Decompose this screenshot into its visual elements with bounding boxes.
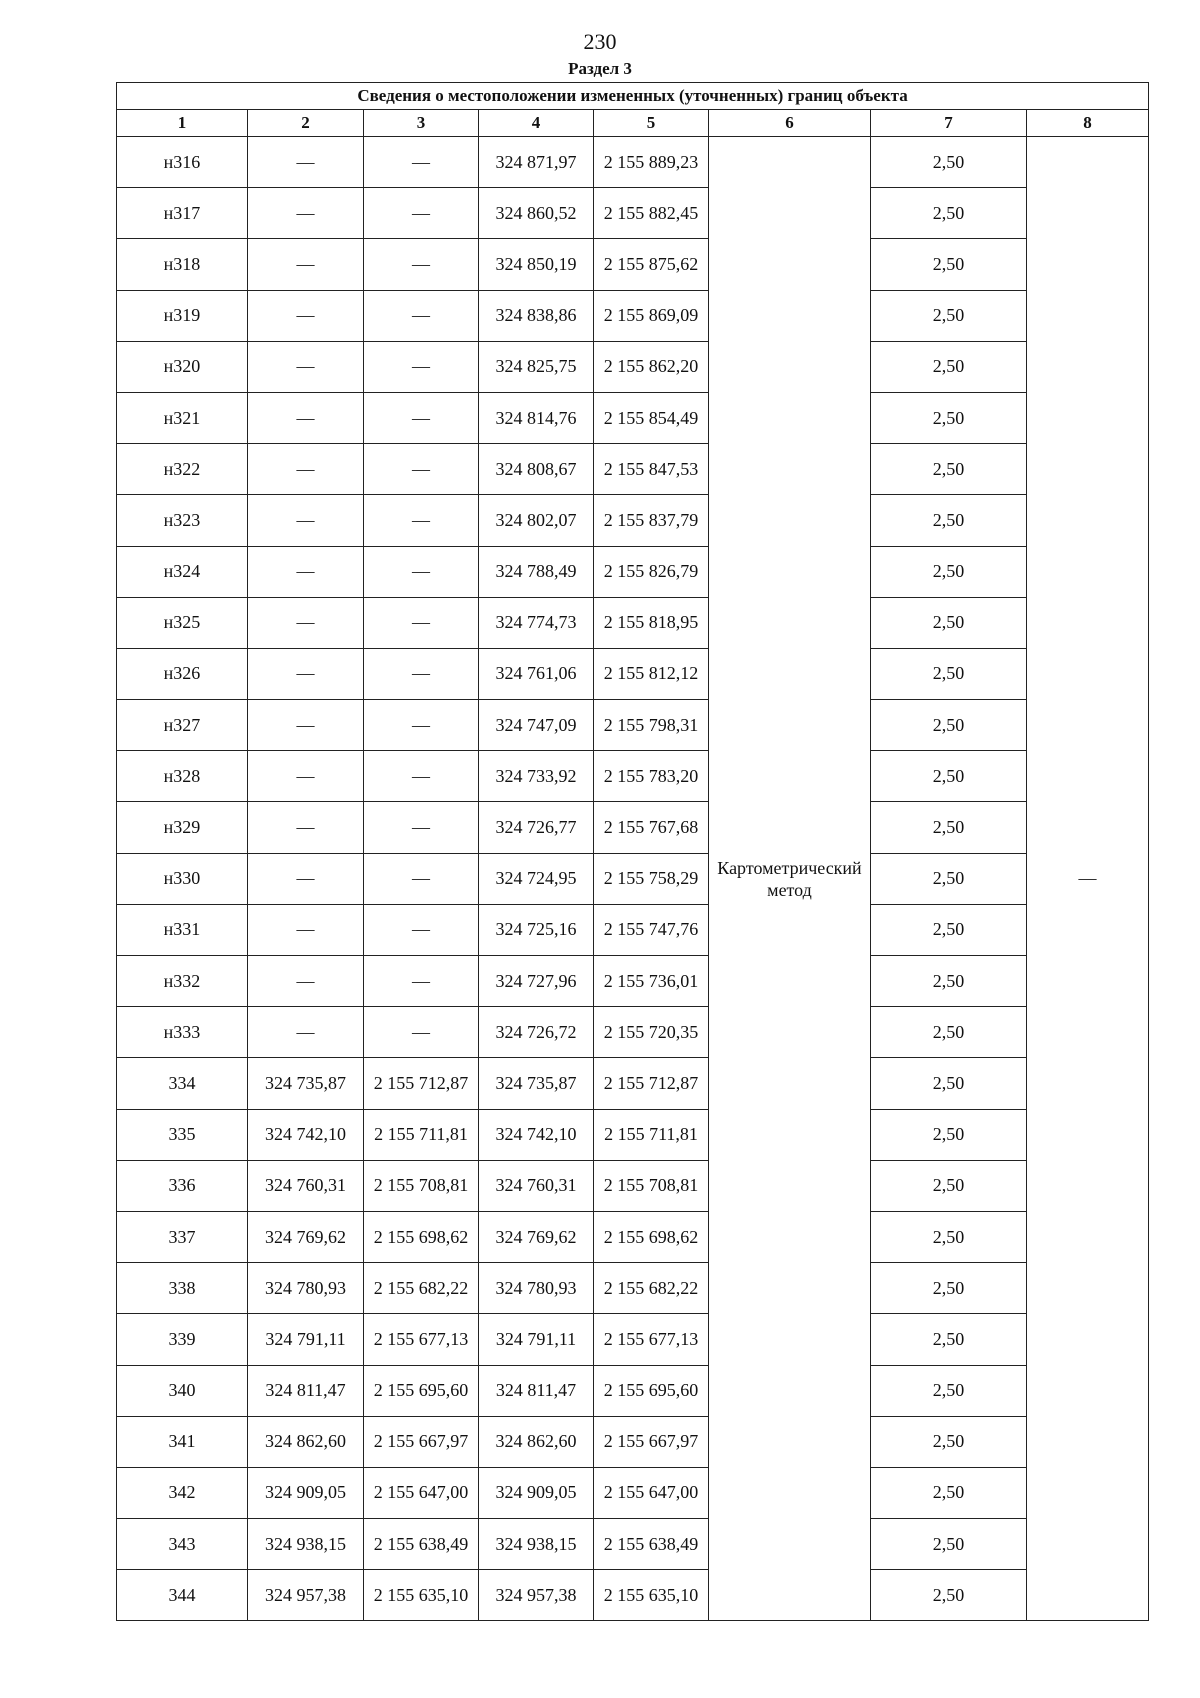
old-x-cell: —: [248, 648, 364, 699]
old-x-cell: —: [248, 290, 364, 341]
accuracy-cell: 2,50: [871, 1109, 1027, 1160]
point-number-cell: 341: [117, 1416, 248, 1467]
old-y-cell: 2 155 708,81: [364, 1160, 479, 1211]
old-x-cell: —: [248, 853, 364, 904]
new-y-cell: 2 155 638,49: [594, 1519, 709, 1570]
accuracy-cell: 2,50: [871, 1519, 1027, 1570]
accuracy-cell: 2,50: [871, 290, 1027, 341]
new-y-cell: 2 155 708,81: [594, 1160, 709, 1211]
old-x-cell: —: [248, 956, 364, 1007]
new-x-cell: 324 726,72: [479, 1007, 594, 1058]
accuracy-cell: 2,50: [871, 1365, 1027, 1416]
old-x-cell: —: [248, 444, 364, 495]
column-number-row: [117, 110, 1149, 137]
old-y-cell: 2 155 667,97: [364, 1416, 479, 1467]
new-y-cell: 2 155 862,20: [594, 341, 709, 392]
old-x-cell: 324 811,47: [248, 1365, 364, 1416]
table-row: [117, 1365, 1149, 1416]
table-row: [117, 1160, 1149, 1211]
new-y-cell: 2 155 720,35: [594, 1007, 709, 1058]
point-number-cell: н325: [117, 597, 248, 648]
column-number: 3: [364, 110, 479, 137]
old-x-cell: —: [248, 700, 364, 751]
old-x-cell: 324 791,11: [248, 1314, 364, 1365]
accuracy-cell: 2,50: [871, 751, 1027, 802]
table-row: [117, 1007, 1149, 1058]
new-x-cell: 324 791,11: [479, 1314, 594, 1365]
table-row: [117, 1314, 1149, 1365]
old-y-cell: 2 155 635,10: [364, 1570, 479, 1621]
accuracy-cell: 2,50: [871, 1314, 1027, 1365]
new-y-cell: 2 155 798,31: [594, 700, 709, 751]
old-x-cell: 324 938,15: [248, 1519, 364, 1570]
old-x-cell: —: [248, 1007, 364, 1058]
table-row: [117, 1467, 1149, 1518]
old-y-cell: 2 155 647,00: [364, 1467, 479, 1518]
old-y-cell: —: [364, 1007, 479, 1058]
accuracy-cell: 2,50: [871, 1467, 1027, 1518]
table-row: [117, 239, 1149, 290]
table-row: [117, 597, 1149, 648]
old-y-cell: 2 155 712,87: [364, 1058, 479, 1109]
old-y-cell: —: [364, 904, 479, 955]
table-caption: Сведения о местоположении измененных (уточненных) границ объекта: [117, 83, 1149, 110]
table-row: [117, 1058, 1149, 1109]
old-y-cell: —: [364, 751, 479, 802]
new-y-cell: 2 155 854,49: [594, 392, 709, 443]
new-y-cell: 2 155 677,13: [594, 1314, 709, 1365]
point-number-cell: н332: [117, 956, 248, 1007]
old-y-cell: —: [364, 802, 479, 853]
new-y-cell: 2 155 711,81: [594, 1109, 709, 1160]
new-x-cell: 324 808,67: [479, 444, 594, 495]
new-y-cell: 2 155 698,62: [594, 1211, 709, 1262]
column-number: 6: [709, 110, 871, 137]
table-row: [117, 956, 1149, 1007]
new-y-cell: 2 155 869,09: [594, 290, 709, 341]
old-x-cell: —: [248, 392, 364, 443]
point-number-cell: 336: [117, 1160, 248, 1211]
table-body: [117, 137, 1149, 1621]
accuracy-cell: 2,50: [871, 597, 1027, 648]
new-y-cell: 2 155 647,00: [594, 1467, 709, 1518]
new-x-cell: 324 733,92: [479, 751, 594, 802]
old-x-cell: 324 769,62: [248, 1211, 364, 1262]
accuracy-cell: 2,50: [871, 137, 1027, 188]
point-number-cell: 337: [117, 1211, 248, 1262]
old-x-cell: 324 780,93: [248, 1263, 364, 1314]
new-x-cell: 324 780,93: [479, 1263, 594, 1314]
new-y-cell: 2 155 812,12: [594, 648, 709, 699]
new-x-cell: 324 850,19: [479, 239, 594, 290]
table-row: [117, 188, 1149, 239]
table-row: [117, 546, 1149, 597]
old-x-cell: —: [248, 597, 364, 648]
old-y-cell: —: [364, 341, 479, 392]
accuracy-cell: 2,50: [871, 904, 1027, 955]
new-y-cell: 2 155 682,22: [594, 1263, 709, 1314]
new-y-cell: 2 155 667,97: [594, 1416, 709, 1467]
point-number-cell: 343: [117, 1519, 248, 1570]
point-number-cell: н330: [117, 853, 248, 904]
new-x-cell: 324 825,75: [479, 341, 594, 392]
table-row: [117, 853, 1149, 904]
page-number: 230: [583, 29, 617, 54]
column-number: 1: [117, 110, 248, 137]
new-x-cell: 324 788,49: [479, 546, 594, 597]
accuracy-cell: 2,50: [871, 1007, 1027, 1058]
new-x-cell: 324 957,38: [479, 1570, 594, 1621]
column-number: 8: [1027, 110, 1149, 137]
old-x-cell: 324 735,87: [248, 1058, 364, 1109]
old-y-cell: —: [364, 648, 479, 699]
old-y-cell: 2 155 682,22: [364, 1263, 479, 1314]
point-number-cell: 338: [117, 1263, 248, 1314]
old-x-cell: —: [248, 751, 364, 802]
old-y-cell: —: [364, 137, 479, 188]
column-number: 5: [594, 110, 709, 137]
new-x-cell: 324 938,15: [479, 1519, 594, 1570]
table-row: [117, 137, 1149, 188]
point-number-cell: 339: [117, 1314, 248, 1365]
new-x-cell: 324 871,97: [479, 137, 594, 188]
point-number-cell: н326: [117, 648, 248, 699]
new-x-cell: 324 909,05: [479, 1467, 594, 1518]
old-y-cell: 2 155 698,62: [364, 1211, 479, 1262]
new-x-cell: 324 761,06: [479, 648, 594, 699]
point-number-cell: н317: [117, 188, 248, 239]
column-number: 7: [871, 110, 1027, 137]
accuracy-cell: 2,50: [871, 188, 1027, 239]
point-number-cell: 334: [117, 1058, 248, 1109]
accuracy-cell: 2,50: [871, 1211, 1027, 1262]
new-x-cell: 324 862,60: [479, 1416, 594, 1467]
table-row: [117, 1211, 1149, 1262]
old-y-cell: —: [364, 546, 479, 597]
new-x-cell: 324 860,52: [479, 188, 594, 239]
new-x-cell: 324 725,16: [479, 904, 594, 955]
new-x-cell: 324 742,10: [479, 1109, 594, 1160]
new-y-cell: 2 155 635,10: [594, 1570, 709, 1621]
new-y-cell: 2 155 837,79: [594, 495, 709, 546]
new-y-cell: 2 155 767,68: [594, 802, 709, 853]
table-row: [117, 1570, 1149, 1621]
accuracy-cell: 2,50: [871, 1416, 1027, 1467]
old-y-cell: —: [364, 239, 479, 290]
old-x-cell: —: [248, 904, 364, 955]
new-y-cell: 2 155 736,01: [594, 956, 709, 1007]
old-y-cell: —: [364, 290, 479, 341]
accuracy-cell: 2,50: [871, 392, 1027, 443]
table-row: [117, 802, 1149, 853]
old-x-cell: 324 957,38: [248, 1570, 364, 1621]
point-number-cell: н333: [117, 1007, 248, 1058]
point-number-cell: н318: [117, 239, 248, 290]
new-x-cell: 324 769,62: [479, 1211, 594, 1262]
table-row: [117, 341, 1149, 392]
column-number: 2: [248, 110, 364, 137]
new-x-cell: 324 735,87: [479, 1058, 594, 1109]
new-x-cell: 324 747,09: [479, 700, 594, 751]
new-y-cell: 2 155 875,62: [594, 239, 709, 290]
accuracy-cell: 2,50: [871, 1570, 1027, 1621]
old-y-cell: 2 155 695,60: [364, 1365, 479, 1416]
old-y-cell: 2 155 638,49: [364, 1519, 479, 1570]
point-number-cell: н329: [117, 802, 248, 853]
accuracy-cell: 2,50: [871, 648, 1027, 699]
new-y-cell: 2 155 695,60: [594, 1365, 709, 1416]
new-x-cell: 324 814,76: [479, 392, 594, 443]
point-number-cell: н324: [117, 546, 248, 597]
old-y-cell: —: [364, 956, 479, 1007]
point-number-cell: н323: [117, 495, 248, 546]
column-number: 4: [479, 110, 594, 137]
point-number-cell: н328: [117, 751, 248, 802]
new-y-cell: 2 155 783,20: [594, 751, 709, 802]
point-number-cell: 344: [117, 1570, 248, 1621]
new-y-cell: 2 155 847,53: [594, 444, 709, 495]
accuracy-cell: 2,50: [871, 239, 1027, 290]
old-y-cell: —: [364, 495, 479, 546]
table-row: [117, 904, 1149, 955]
old-x-cell: 324 909,05: [248, 1467, 364, 1518]
accuracy-cell: 2,50: [871, 341, 1027, 392]
old-y-cell: —: [364, 188, 479, 239]
table-row: [117, 1519, 1149, 1570]
new-y-cell: 2 155 758,29: [594, 853, 709, 904]
new-x-cell: 324 802,07: [479, 495, 594, 546]
accuracy-cell: 2,50: [871, 1263, 1027, 1314]
old-y-cell: —: [364, 444, 479, 495]
new-y-cell: 2 155 747,76: [594, 904, 709, 955]
new-x-cell: 324 727,96: [479, 956, 594, 1007]
accuracy-cell: 2,50: [871, 956, 1027, 1007]
point-number-cell: н331: [117, 904, 248, 955]
old-x-cell: —: [248, 802, 364, 853]
old-x-cell: —: [248, 188, 364, 239]
point-number-cell: 335: [117, 1109, 248, 1160]
old-y-cell: —: [364, 700, 479, 751]
point-number-cell: 342: [117, 1467, 248, 1518]
accuracy-cell: 2,50: [871, 802, 1027, 853]
method-cell: Картометрический метод: [709, 137, 871, 1621]
table-row: [117, 700, 1149, 751]
old-x-cell: —: [248, 137, 364, 188]
new-y-cell: 2 155 889,23: [594, 137, 709, 188]
old-y-cell: 2 155 677,13: [364, 1314, 479, 1365]
new-y-cell: 2 155 818,95: [594, 597, 709, 648]
new-x-cell: 324 724,95: [479, 853, 594, 904]
table-row: [117, 648, 1149, 699]
old-x-cell: —: [248, 239, 364, 290]
table-row: [117, 290, 1149, 341]
point-number-cell: н319: [117, 290, 248, 341]
table-row: [117, 495, 1149, 546]
table-row: [117, 1263, 1149, 1314]
boundary-table: [116, 82, 1149, 1621]
old-y-cell: —: [364, 597, 479, 648]
point-number-cell: н327: [117, 700, 248, 751]
old-x-cell: 324 742,10: [248, 1109, 364, 1160]
accuracy-cell: 2,50: [871, 853, 1027, 904]
old-x-cell: 324 862,60: [248, 1416, 364, 1467]
new-x-cell: 324 838,86: [479, 290, 594, 341]
old-y-cell: —: [364, 392, 479, 443]
accuracy-cell: 2,50: [871, 1058, 1027, 1109]
new-x-cell: 324 726,77: [479, 802, 594, 853]
old-x-cell: 324 760,31: [248, 1160, 364, 1211]
accuracy-cell: 2,50: [871, 495, 1027, 546]
col8-cell: —: [1027, 137, 1149, 1621]
table-row: [117, 1416, 1149, 1467]
table-caption-row: [117, 83, 1149, 110]
point-number-cell: 340: [117, 1365, 248, 1416]
old-y-cell: 2 155 711,81: [364, 1109, 479, 1160]
new-y-cell: 2 155 882,45: [594, 188, 709, 239]
table-row: [117, 1109, 1149, 1160]
table-row: [117, 751, 1149, 802]
point-number-cell: н316: [117, 137, 248, 188]
table-row: [117, 392, 1149, 443]
point-number-cell: н320: [117, 341, 248, 392]
old-x-cell: —: [248, 495, 364, 546]
table-row: [117, 444, 1149, 495]
accuracy-cell: 2,50: [871, 1160, 1027, 1211]
old-x-cell: —: [248, 546, 364, 597]
accuracy-cell: 2,50: [871, 444, 1027, 495]
accuracy-cell: 2,50: [871, 700, 1027, 751]
new-x-cell: 324 811,47: [479, 1365, 594, 1416]
new-x-cell: 324 774,73: [479, 597, 594, 648]
section-title: Раздел 3: [568, 59, 632, 78]
new-x-cell: 324 760,31: [479, 1160, 594, 1211]
new-y-cell: 2 155 826,79: [594, 546, 709, 597]
new-y-cell: 2 155 712,87: [594, 1058, 709, 1109]
point-number-cell: н322: [117, 444, 248, 495]
point-number-cell: н321: [117, 392, 248, 443]
old-y-cell: —: [364, 853, 479, 904]
accuracy-cell: 2,50: [871, 546, 1027, 597]
old-x-cell: —: [248, 341, 364, 392]
